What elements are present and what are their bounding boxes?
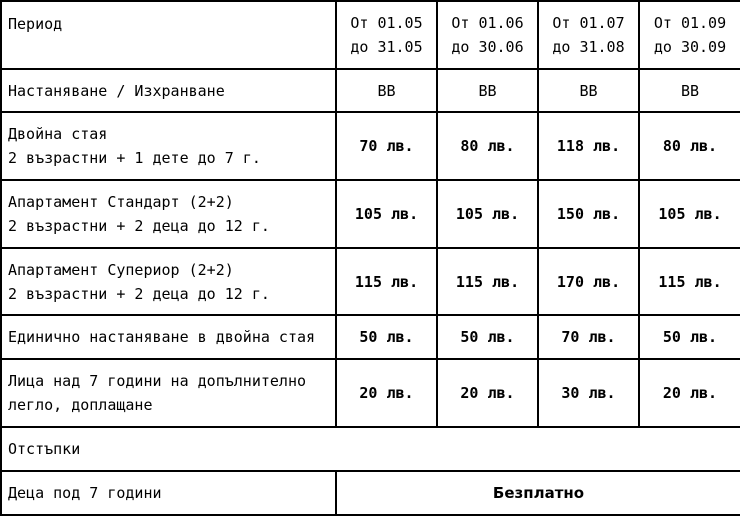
room-label-cell <box>1 180 336 248</box>
price-cell: 50 лв. <box>336 315 437 359</box>
discounts-label: Отстъпки <box>1 427 740 471</box>
price-cell: 105 лв. <box>437 180 538 248</box>
room-label-cell <box>1 248 336 315</box>
period-end: до 31.05 <box>350 38 423 56</box>
children-label: Деца под 7 години <box>1 471 336 515</box>
price-cell: 115 лв. <box>437 248 538 315</box>
period-end: до 30.09 <box>653 38 727 56</box>
price-cell: 150 лв. <box>538 180 639 248</box>
room-label-cell <box>1 112 336 180</box>
room-name: Апартамент Супериор (2+2) <box>8 260 234 279</box>
period-label-cell <box>1 1 336 69</box>
room-label-cell <box>1 359 336 427</box>
room-name: Лица над 7 години на допълнително <box>8 372 307 390</box>
period-end: до 31.08 <box>552 38 625 56</box>
board-value: BB <box>437 69 538 112</box>
price-cell: 105 лв. <box>336 180 437 248</box>
table-row <box>1 112 740 180</box>
price-cell: 20 лв. <box>336 359 437 427</box>
table-header-row <box>1 1 740 69</box>
price-cell: 50 лв. <box>437 315 538 359</box>
price-cell: 115 лв. <box>336 248 437 315</box>
price-cell: 80 лв. <box>639 112 740 180</box>
period-start: От 01.05 <box>350 14 423 32</box>
board-value: BB <box>336 69 437 112</box>
period-cell <box>538 1 639 69</box>
price-cell: 105 лв. <box>639 180 740 248</box>
period-cell <box>336 1 437 69</box>
price-cell: 30 лв. <box>538 359 639 427</box>
discounts-row <box>1 427 740 471</box>
period-end: до 30.06 <box>451 38 524 56</box>
free-value: Безплатно <box>336 471 740 515</box>
table-row <box>1 248 740 315</box>
table-row <box>1 315 740 359</box>
board-label-cell <box>1 69 336 112</box>
board-value: BB <box>538 69 639 112</box>
room-name: Единично настаняване в двойна стая <box>8 328 316 346</box>
board-value: BB <box>639 69 740 112</box>
room-name: Апартамент Стандарт (2+2) <box>8 193 234 211</box>
period-start: От 01.06 <box>451 14 524 32</box>
board-row <box>1 69 740 112</box>
price-cell: 70 лв. <box>336 112 437 180</box>
table-row <box>1 180 740 248</box>
room-label-cell <box>1 315 336 359</box>
price-cell: 115 лв. <box>639 248 740 315</box>
period-cell <box>639 1 740 69</box>
room-occupancy: 2 възрастни + 2 деца до 12 г. <box>8 284 270 303</box>
price-cell: 118 лв. <box>538 112 639 180</box>
table-row <box>1 359 740 427</box>
price-cell: 170 лв. <box>538 248 639 315</box>
period-start: От 01.07 <box>552 14 625 32</box>
period-label: Период <box>8 15 63 33</box>
period-cell <box>437 1 538 69</box>
period-start: От 01.09 <box>653 14 727 32</box>
room-occupancy: 2 възрастни + 2 деца до 12 г. <box>8 217 270 235</box>
room-name: Двойна стая <box>8 125 108 143</box>
board-label: Настаняване / Изхранване <box>8 81 225 100</box>
room-occupancy: легло, доплащане <box>8 396 153 414</box>
price-cell: 20 лв. <box>437 359 538 427</box>
price-cell: 80 лв. <box>437 112 538 180</box>
children-row <box>1 471 740 515</box>
room-occupancy: 2 възрастни + 1 дете до 7 г. <box>8 149 261 167</box>
price-cell: 70 лв. <box>538 315 639 359</box>
price-cell: 50 лв. <box>639 315 740 359</box>
price-cell: 20 лв. <box>639 359 740 427</box>
